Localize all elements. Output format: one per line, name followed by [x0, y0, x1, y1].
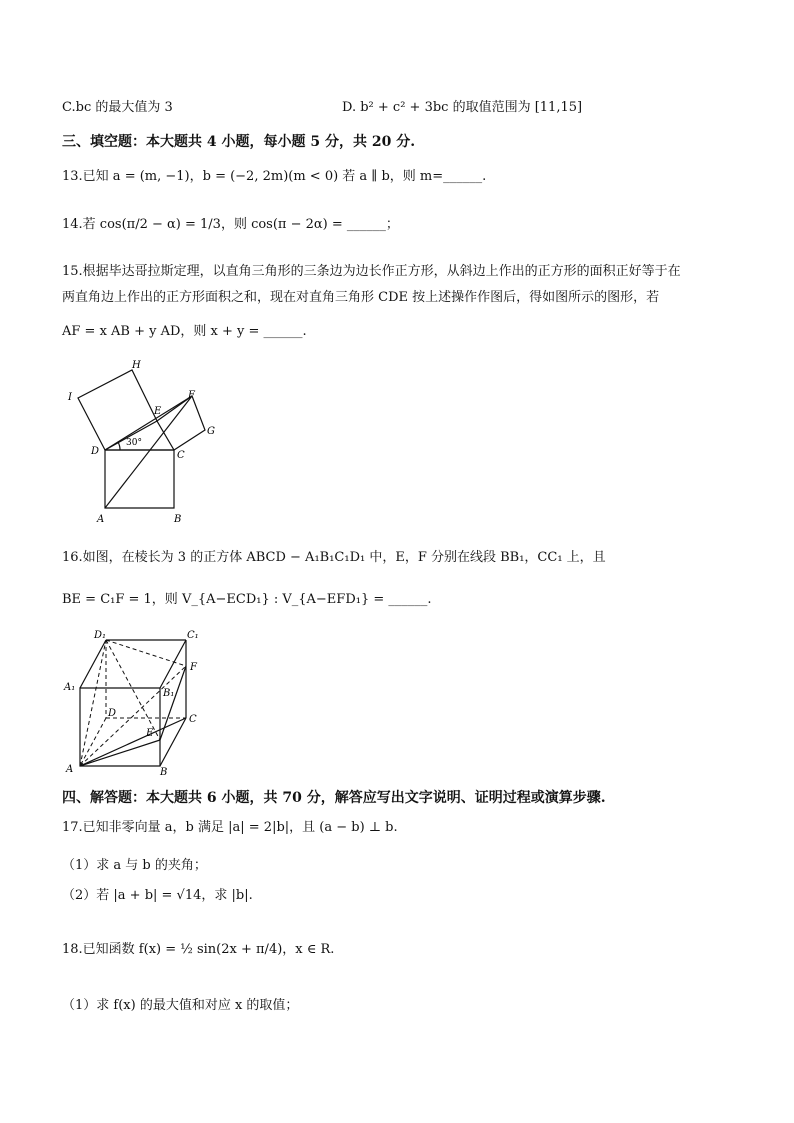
fig16-label-a1: A₁ [64, 682, 76, 693]
fig15-label-i: I [68, 392, 72, 403]
fig15-label-g: G [207, 426, 215, 437]
fig16-label-c: C [189, 714, 197, 725]
question-13: 13.已知 a = (m, −1)，b = (−2, 2m)(m < 0) 若 a ∥ b，则 m=______. [62, 169, 487, 184]
fig15-label-c: C [177, 450, 185, 461]
fig16-label-b1: B₁ [163, 688, 175, 699]
question-15-line2: 两直角边上作出的正方形面积之和，现在对直角三角形 CDE 按上述操作作图后，得如图所示的图形，若 [62, 290, 660, 305]
question-15-line3: AF = x AB + y AD，则 x + y = ______. [62, 324, 307, 339]
question-17-part1: （1）求 a 与 b 的夹角； [62, 858, 207, 873]
question-17-part2: （2）若 |a + b| = √14，求 |b|. [62, 888, 253, 903]
fig15-label-h: H [132, 360, 141, 371]
figure-16 [60, 628, 210, 780]
fig15-label-f: F [188, 390, 195, 401]
fig16-label-a: A [66, 764, 74, 775]
section-3-heading: 三、填空题：本大题共 4 小题，每小题 5 分，共 20 分. [62, 134, 416, 150]
fig15-label-e: E [154, 406, 162, 417]
question-16-line2: BE = C₁F = 1，则 V_{A−ECD₁} : V_{A−EFD₁} = ______. [62, 592, 432, 607]
fig16-label-d1: D₁ [94, 630, 107, 641]
fig16-label-f: F [190, 662, 197, 673]
section-4-heading: 四、解答题：本大题共 6 小题，共 70 分，解答应写出文字说明、证明过程或演算步骤. [62, 790, 606, 806]
fig15-label-d: D [91, 446, 100, 457]
fig15-label-a: A [97, 514, 105, 525]
fig15-angle: 30° [126, 438, 142, 448]
question-14: 14.若 cos(π/2 − α) = 1/3，则 cos(π − 2α) = ______； [62, 217, 399, 232]
question-18-part1: （1）求 f(x) 的最大值和对应 x 的取值； [62, 998, 299, 1013]
question-15-line1: 15.根据毕达哥拉斯定理，以直角三角形的三条边为边长作正方形，从斜边上作出的正方形的面积正好等于在 [62, 264, 681, 279]
fig16-label-b: B [160, 767, 168, 778]
fig15-label-b: B [174, 514, 182, 525]
question-17-stem: 17.已知非零向量 a，b 满足 |a| = 2|b|，且 (a − b) ⊥ b. [62, 820, 398, 835]
fig16-label-d: D [108, 708, 117, 719]
option-c: C.bc 的最大值为 3 [62, 100, 173, 115]
question-18-stem: 18.已知函数 f(x) = ½ sin(2x + π/4)，x ∈ R. [62, 942, 335, 957]
fig16-label-c1: C₁ [187, 630, 199, 641]
question-16-line1: 16.如图，在棱长为 3 的正方体 ABCD − A₁B₁C₁D₁ 中，E，F 分别在线段 BB₁，CC₁ 上，且 [62, 550, 606, 565]
figure-15 [60, 358, 230, 528]
option-d: D. b² + c² + 3bc 的取值范围为 [11,15] [342, 100, 583, 115]
fig16-label-e: E [146, 728, 154, 739]
